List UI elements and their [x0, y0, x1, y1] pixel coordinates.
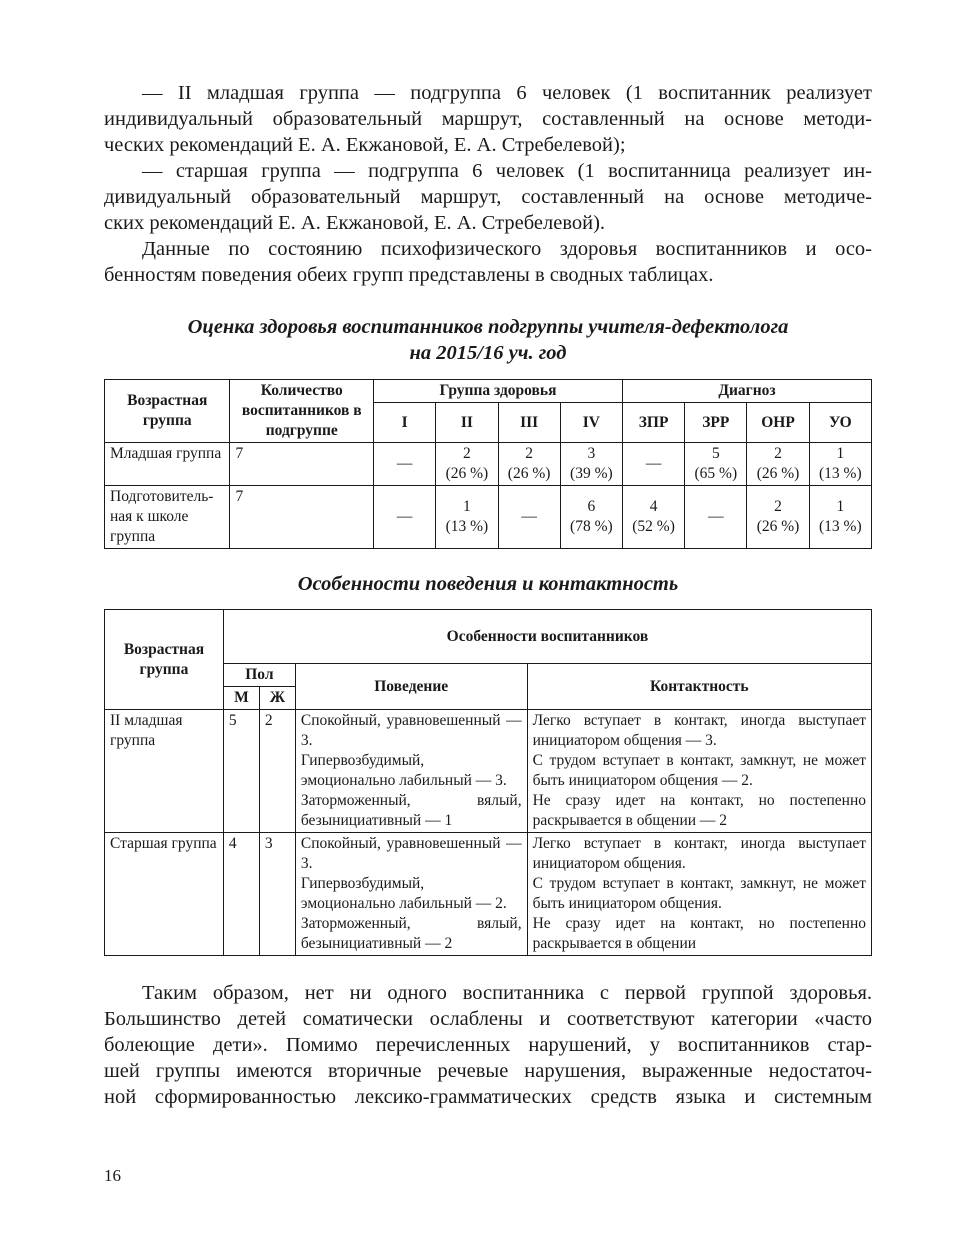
value-cell: 3 (39 %) — [560, 443, 622, 486]
text-line: Данные по состоянию психофизического здоровья воспитанников и осо- — [142, 238, 872, 260]
count-cell: 7 — [230, 443, 374, 486]
table1-title: Оценка здоровья воспитанников подгруппы учителя-дефектолога на 2015/16 уч. год — [187, 316, 789, 364]
value-cell: 4 (52 %) — [622, 486, 684, 549]
text-line: ских рекомендаций Е. А. Екжановой, Е. А. Стребелевой). — [104, 212, 606, 234]
value-cell: — — [374, 486, 436, 549]
health-table — [104, 379, 872, 549]
diagnosis-col-header: ОНР — [747, 403, 809, 443]
value-cell: 2 (26 %) — [498, 443, 560, 486]
age-group-header: Возрастная группа — [105, 610, 224, 710]
value-cell: 5 (65 %) — [685, 443, 747, 486]
page-number: 16 — [104, 1166, 121, 1185]
male-count-cell: 4 — [223, 833, 259, 956]
value-cell: — — [374, 443, 436, 486]
count-cell: 7 — [230, 486, 374, 549]
features-header: Особенности воспитанников — [223, 610, 871, 664]
male-count-cell: 5 — [223, 710, 259, 833]
diagnosis-col-header: УО — [809, 403, 871, 443]
behavior-cell: Спокойный, уравновешенный — 3. Гипервозбудимый, эмоционально лабильный — 3. Заторможенный, вялый, безынициативный — 1 — [295, 710, 527, 833]
group-cell: Старшая группа — [105, 833, 224, 956]
count-header: Количество воспитанников в подгруппе — [230, 380, 374, 443]
sex-header: Пол — [223, 664, 295, 687]
behavior-table — [104, 609, 872, 956]
table-row — [105, 443, 872, 486]
group-cell: Младшая группа — [105, 443, 230, 486]
value-cell: 1 (13 %) — [436, 486, 498, 549]
value-cell: — — [685, 486, 747, 549]
diagnosis-header: Диагноз — [622, 380, 871, 403]
intro-paragraph-2 — [104, 158, 872, 236]
value-cell: 1 (13 %) — [809, 486, 871, 549]
value-cell: 2 (26 %) — [747, 486, 809, 549]
text-line: болеющие дети». Помимо перечисленных нарушений, у воспитанников стар- — [104, 1034, 872, 1056]
table2-title: Особенности поведения и контактность — [297, 573, 679, 595]
value-cell: — — [498, 486, 560, 549]
text-line: Таким образом, нет ни одного воспитанника с первой группой здоровья. — [142, 982, 872, 1004]
age-group-header: Возрастная группа — [105, 380, 230, 443]
behavior-header: Поведение — [295, 664, 527, 710]
health-group-header: Группа здоровья — [374, 380, 623, 403]
text-line: ческих рекомендаций Е. А. Екжановой, Е. А. Стребелевой); — [104, 134, 626, 156]
value-cell: — — [622, 443, 684, 486]
value-cell: 6 (78 %) — [560, 486, 622, 549]
health-col-header: III — [498, 403, 560, 443]
table-row — [105, 833, 872, 956]
value-cell: 2 (26 %) — [747, 443, 809, 486]
female-header: Ж — [259, 687, 295, 710]
diagnosis-col-header: ЗПР — [622, 403, 684, 443]
text-line: — старшая группа — подгруппа 6 человек (1 воспитанница реализует ин- — [142, 160, 872, 182]
text-line: ной сформированностью лексико-грамматических средств языка и системным — [104, 1086, 872, 1108]
value-cell: 1 (13 %) — [809, 443, 871, 486]
health-col-header: I — [374, 403, 436, 443]
page-body — [104, 80, 872, 1110]
text-line: шей группы имеются вторичные речевые нарушения, выраженные недостаточ- — [104, 1060, 872, 1082]
diagnosis-col-header: ЗРР — [685, 403, 747, 443]
conclusion-paragraph — [104, 980, 872, 1110]
intro-paragraph-3 — [104, 236, 872, 288]
text-line: дивидуальный образовательный маршрут, составленный на основе методиче- — [104, 186, 872, 208]
female-count-cell: 2 — [259, 710, 295, 833]
text-line: бенностям поведения обеих групп представлены в сводных таблицах. — [104, 264, 714, 286]
behavior-cell: Спокойный, уравновешенный — 3. Гипервозбудимый, эмоционально лабильный — 2. Заторможенный, вялый, безынициативный — 2 — [295, 833, 527, 956]
contact-header: Контактность — [527, 664, 871, 710]
health-col-header: IV — [560, 403, 622, 443]
contact-cell: Легко вступает в контакт, иногда выступает инициатором общения — 3. С трудом вступает в контакт, замкнут, не может быть инициатором общения — 2. Не сразу идет на контакт, но постепенно раскрывается в общении — 2 — [527, 710, 871, 833]
group-cell: II младшая группа — [105, 710, 224, 833]
text-line: индивидуальный образовательный маршрут, составленный на основе методи- — [104, 108, 872, 130]
contact-cell: Легко вступает в контакт, иногда выступает инициатором общения. С трудом вступает в контакт, замкнут, не может быть инициатором общения. Не сразу идет на контакт, но постепенно раскрывается в общении — [527, 833, 871, 956]
table-row — [105, 486, 872, 549]
text-line: — II младшая группа — подгруппа 6 человек (1 воспитанник реализует — [142, 82, 872, 104]
health-col-header: II — [436, 403, 498, 443]
group-cell: Подготовитель-ная к школе группа — [105, 486, 230, 549]
male-header: М — [223, 687, 259, 710]
intro-paragraph-1 — [104, 80, 872, 158]
value-cell: 2 (26 %) — [436, 443, 498, 486]
female-count-cell: 3 — [259, 833, 295, 956]
text-line: Большинство детей соматически ослаблены и соответствуют категории «часто — [104, 1008, 872, 1030]
table-row — [105, 710, 872, 833]
